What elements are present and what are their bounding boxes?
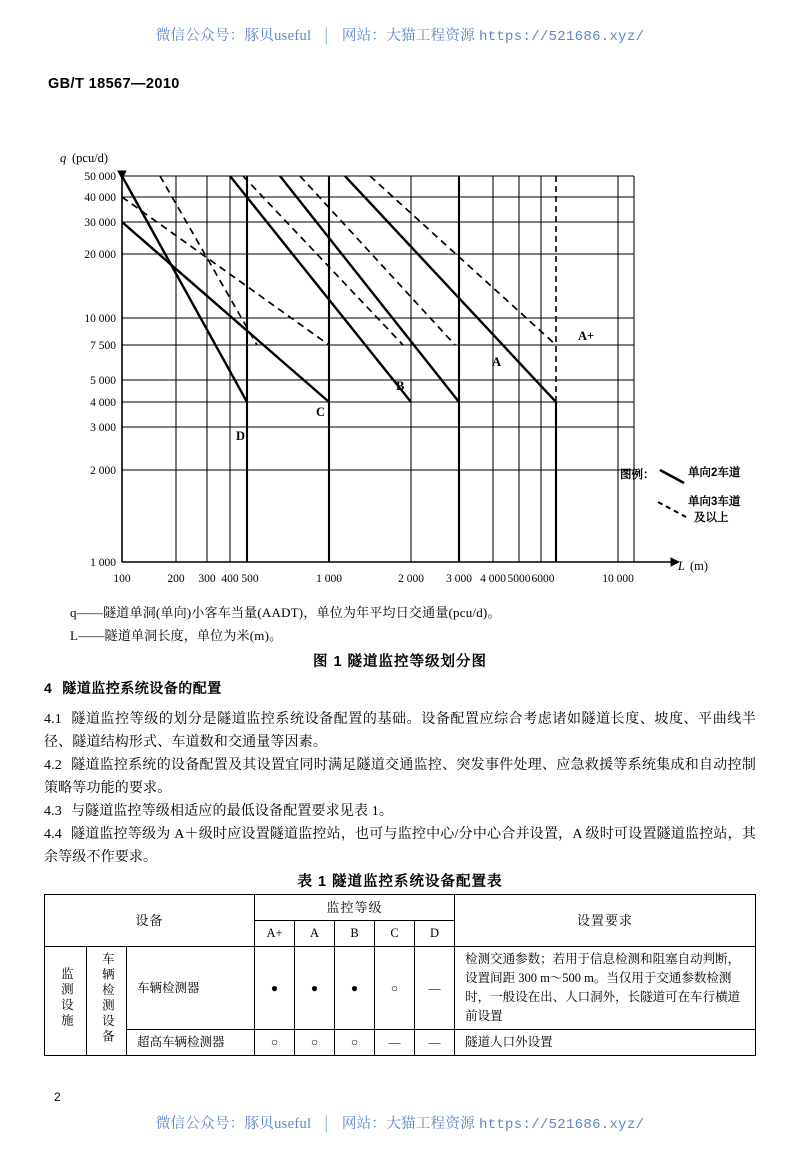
legend-solid-swatch (660, 470, 684, 483)
watermark-url: https://521686.xyz/ (478, 1117, 645, 1133)
horizontal-gridlines (122, 176, 634, 562)
svg-text:4 000: 4 000 (480, 573, 506, 585)
section-number: 4 (44, 680, 53, 696)
section-heading (44, 678, 222, 698)
legend-dashed-swatch (658, 502, 686, 517)
region-label-A: A (492, 355, 502, 369)
svg-text:100: 100 (113, 573, 131, 585)
svg-text:3 000: 3 000 (446, 573, 472, 585)
region-boundary-verticals (247, 176, 556, 562)
legend-dashed-label-1: 单向3车道 (688, 496, 741, 508)
paragraph-text-4-3: 与隧道监控等级相适应的最低设备配置要求见表 1。 (70, 804, 394, 819)
svg-text:300: 300 (198, 573, 216, 585)
watermark-separator: │ (321, 1116, 332, 1132)
svg-text:1 000: 1 000 (316, 573, 342, 585)
svg-text:2 000: 2 000 (398, 573, 424, 585)
row-mark-a-plus: ● (255, 947, 295, 1030)
svg-text:7 500: 7 500 (90, 340, 116, 352)
svg-text:50 000: 50 000 (84, 171, 116, 183)
svg-text:200: 200 (167, 573, 185, 585)
header-level-a: A (295, 921, 335, 947)
paragraph-number-4-1: 4.1 (44, 712, 62, 727)
table-caption: 表 1 隧道监控系统设备配置表 (297, 874, 503, 890)
svg-text:20 000: 20 000 (84, 249, 116, 261)
paragraph-text-4-2: 隧道监控系统的设备配置及其设置宜同时满足隧道交通监控、突发事件处理、应急救援等系统集成和自动控制策略等功能的要求。 (44, 758, 756, 796)
x-axis-ticklabels (113, 573, 634, 585)
y-axis-ticklabels (84, 171, 116, 569)
svg-text:10 000: 10 000 (84, 313, 116, 325)
x-axis-title: L (678, 559, 685, 573)
row-equipment-name: 超高车辆检测器 (127, 1030, 255, 1056)
svg-text:5 000: 5 000 (90, 375, 116, 387)
header-level-c: C (375, 921, 415, 947)
row-mark-d: — (415, 1030, 455, 1056)
row-requirement-text: 隧道人口外设置 (455, 1030, 756, 1056)
equipment-configuration-table (44, 894, 756, 1056)
header-level-a-plus: A+ (255, 921, 295, 947)
header-level-d: D (415, 921, 455, 947)
dashed-boundary-lines (122, 176, 556, 345)
row-equipment-name: 车辆检测器 (127, 947, 255, 1030)
paragraph-4-3 (44, 800, 756, 823)
svg-text:400: 400 (221, 573, 239, 585)
svg-text:10 000: 10 000 (602, 573, 634, 585)
row-category-cell (45, 947, 87, 1056)
paragraph-4-1 (44, 708, 756, 754)
watermark-wechat-label: 微信公众号：豚贝useful (155, 28, 312, 44)
row-mark-a: ● (295, 947, 335, 1030)
watermark-site-label: 网站：大猫工程资源 (341, 28, 476, 44)
legend-title: 图例： (620, 469, 655, 481)
paragraph-number-4-3: 4.3 (44, 804, 62, 819)
row-requirement-text: 检测交通参数；若用于信息检测和阻塞自动判断，设置间距 300 m～500 m。当仅用于交通参数检测时，一般设在出、人口洞外，长隧道可在车行横道前设置 (455, 947, 756, 1030)
row-mark-a-plus: ○ (255, 1030, 295, 1056)
paragraph-number-4-2: 4.2 (44, 758, 62, 773)
watermark-separator: │ (321, 28, 332, 44)
header-level-group: 监控等级 (255, 895, 455, 921)
svg-text:30 000: 30 000 (84, 217, 116, 229)
svg-text:3 000: 3 000 (90, 422, 116, 434)
watermark-url: https://521686.xyz/ (478, 29, 645, 45)
paragraph-4-4 (44, 823, 756, 869)
paragraph-number-4-4: 4.4 (44, 827, 62, 842)
region-label-D: D (236, 429, 246, 443)
chart-legend (620, 465, 741, 524)
section-title: 隧道监控系统设备的配置 (62, 680, 222, 696)
svg-text:1 000: 1 000 (90, 557, 116, 569)
figure-note-q: q——隧道单洞(单向)小客车当量(AADT)，单位为年平均日交通量(pcu/d)。 (70, 605, 501, 620)
table-row (45, 1030, 756, 1056)
row-mark-b: ● (335, 947, 375, 1030)
row-mark-c: — (375, 1030, 415, 1056)
paragraph-text-4-1: 隧道监控等级的划分是隧道监控系统设备配置的基础。设备配置应综合考虑诸如隧道长度、坡度、平曲线半径、隧道结构形式、车道数和交通量等因素。 (44, 712, 756, 750)
region-label-A-plus: A+ (578, 329, 595, 343)
row-mark-b: ○ (335, 1030, 375, 1056)
legend-solid-label: 单向2车道 (688, 467, 741, 479)
row-category-label: 监测设施 (59, 967, 74, 1029)
svg-text:4 000: 4 000 (90, 397, 116, 409)
solid-boundary-lines (122, 176, 556, 402)
header-level-b: B (335, 921, 375, 947)
region-label-C: C (316, 405, 326, 419)
paragraph-4-2 (44, 754, 756, 800)
watermark-header (0, 24, 800, 45)
x-axis-unit: (m) (690, 559, 709, 573)
body-paragraphs (44, 708, 756, 869)
paragraph-text-4-4: 隧道监控等级为 A＋级时应设置隧道监控站，也可与监控中心/分中心合并设置，A 级时可设置隧道监控站，其余等级不作要求。 (44, 827, 756, 865)
svg-text:2 000: 2 000 (90, 465, 116, 477)
region-label-B: B (396, 379, 405, 393)
watermark-footer (0, 1112, 800, 1133)
page-number: 2 (54, 1090, 61, 1104)
legend-dashed-label-2: 及以上 (694, 512, 729, 524)
watermark-site-label: 网站：大猫工程资源 (341, 1116, 476, 1132)
svg-text:500: 500 (241, 573, 259, 585)
table-row (45, 947, 756, 1030)
svg-text:40 000: 40 000 (84, 192, 116, 204)
row-subcategory-cell (87, 947, 127, 1056)
tunnel-grade-chart (0, 140, 800, 670)
vertical-gridlines (122, 176, 634, 562)
header-requirement: 设置要求 (455, 895, 756, 947)
row-mark-c: ○ (375, 947, 415, 1030)
figure-note-L: L——隧道单洞长度，单位为米(m)。 (70, 628, 283, 643)
figure-caption: 图 1 隧道监控等级划分图 (312, 654, 488, 670)
row-mark-a: ○ (295, 1030, 335, 1056)
svg-text:6000: 6000 (531, 573, 555, 585)
watermark-wechat-label: 微信公众号：豚贝useful (155, 1116, 312, 1132)
figure-1-chart (0, 140, 800, 670)
row-subcategory-label: 车辆检测设备 (100, 951, 115, 1045)
y-axis-title: q (60, 151, 67, 165)
y-axis-unit: (pcu/d) (72, 151, 109, 165)
header-equipment: 设备 (45, 895, 255, 947)
table-header-row-1 (45, 895, 756, 921)
row-mark-d: — (415, 947, 455, 1030)
standard-number: GB/T 18567—2010 (48, 76, 180, 92)
svg-text:5000: 5000 (507, 573, 531, 585)
